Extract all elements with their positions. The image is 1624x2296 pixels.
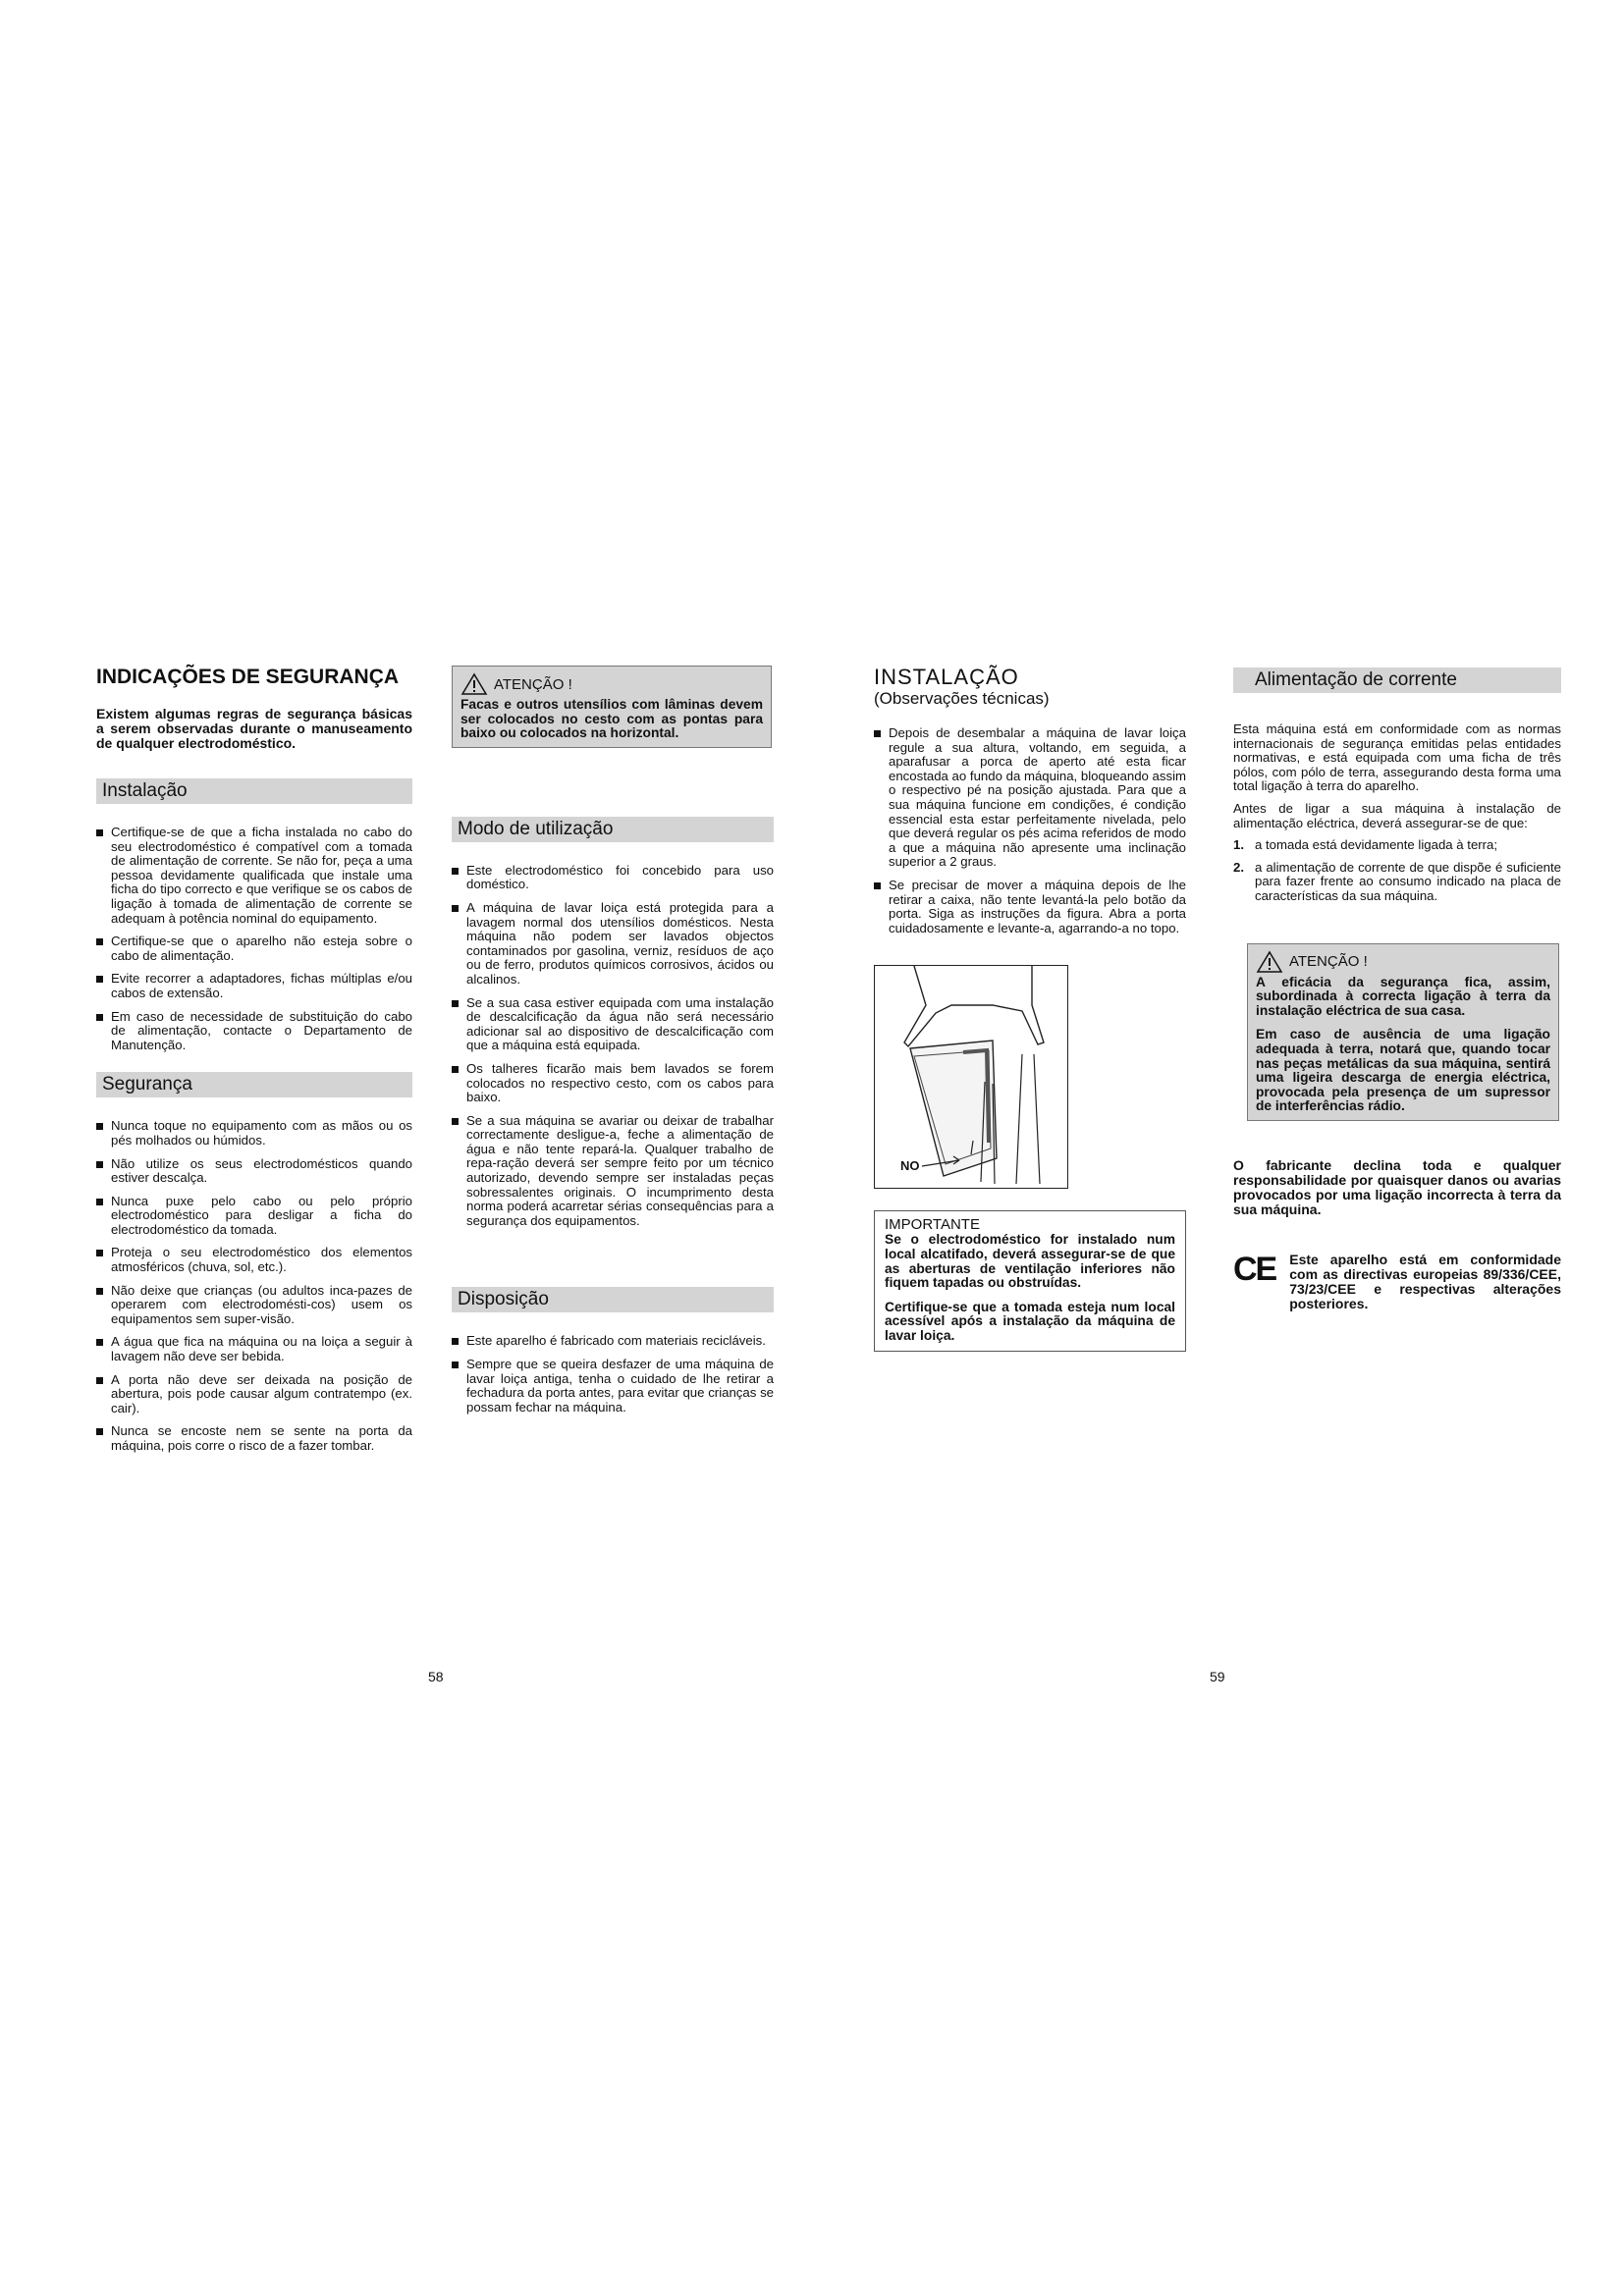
alimentacao-para-2: Antes de ligar a sua máquina à instalação de alimentação eléctrica, deverá assegurar-se de que: (1233, 800, 1561, 830)
list-item: Não utilize os seus electrodomésticos quando estiver descalça. (96, 1157, 412, 1186)
disposicao-heading: Disposição (452, 1287, 774, 1312)
page-number-left: 58 (428, 1669, 444, 1684)
list-item: Depois de desembalar a máquina de lavar loiça regule a sua altura, voltando, em seguida, a aparafusar a porca de aperto até esta ficar encostada ao fundo da máquina, bloqueando assim o respectivo pé na posição ajustada. Para que a sua máquina funcione em condições, é condição essencial esta estar perfeitamente nivelada, pelo que deverá regular os pés acima referidos de modo a que a máquina não apresente uma inclinação superior a 2 graus. (874, 726, 1186, 870)
list-item: Sempre que se queira desfazer de uma máquina de lavar loiça antiga, tenha o cuidado de lhe retirar a fechadura da porta antes, para evitar que crianças se possam fechar na máquina. (452, 1358, 774, 1415)
importante-text-1: Se o electrodoméstico for instalado num local alcatifado, deverá assegurar-se de que as aberturas de ventilação inferiores não fiquem tapadas ou obstruídas. (885, 1232, 1175, 1291)
list-item: Este electrodoméstico foi concebido para uso doméstico. (452, 864, 774, 892)
list-item: Se a sua máquina se avariar ou deixar de trabalhar correctamente desligue-a, feche a alimentação de água e não tente repará-la. Qualquer trabalho de repa-ração deverá ser sempre feito por um técnico autorizado, devendo sempre ser instaladas peças sobressalentes originais. O incumprimento desta norma poderá acarretar sérias consequências para a segurança dos equipamentos. (452, 1114, 774, 1229)
list-number: 2. (1233, 859, 1244, 875)
alimentacao-heading: Alimentação de corrente (1233, 667, 1561, 693)
list-item: Não deixe que crianças (ou adultos inca-pazes de operarem com electrodomésti-cos) usem os equipamentos sem super-visão. (96, 1284, 412, 1327)
importante-box (874, 1210, 1186, 1352)
safety-intro: Existem algumas regras de segurança básicas a serem observadas durante o manuseamento de qualquer electrodoméstico. (96, 706, 412, 751)
list-item: Os talheres ficarão mais bem lavados se forem colocados no respectivo cesto, com os cabos para baixo. (452, 1062, 774, 1105)
list-item: A porta não deve ser deixada na posição de abertura, pois pode causar algum contratempo (ex. cair). (96, 1373, 412, 1416)
modo-list (452, 864, 774, 1229)
page-number-right: 59 (1210, 1669, 1225, 1684)
seguranca-heading: Segurança (96, 1072, 412, 1097)
warning-triangle-icon (460, 672, 488, 696)
figure-no-label: NO (900, 1158, 920, 1174)
left-column-2 (452, 666, 774, 1423)
importante-text-2: Certifique-se que a tomada esteja num local acessível após a instalação da máquina de lavar loiça. (885, 1299, 1175, 1343)
atencao-text-2: Em caso de ausência de uma ligação adequada à terra, notará que, quando tocar nas peças metálicas da sua máquina, sentirá uma ligeira descarga de energia eléctrica, provocada pela presença de um supressor de interferências rádio. (1256, 1027, 1550, 1114)
left-column-1 (96, 666, 412, 1463)
importante-heading: IMPORTANTE (885, 1216, 980, 1234)
atencao-label: ATENÇÃO ! (1289, 953, 1368, 971)
instalacao-list (96, 826, 412, 1052)
list-item: A água que fica na máquina ou na loiça a seguir à lavagem não deve ser bebida. (96, 1335, 412, 1363)
list-item: Certifique-se de que a ficha instalada no cabo do seu electrodoméstico é compatível com a tomada de alimentação de corrente. Se não for, peça a uma pessoa devidamente qualificada que instale uma ficha do tipo correcto e que verifique se os cabos de ligação à tomada de alimentação de corrente se adequam à potência nominal do equipamento. (96, 826, 412, 926)
seguranca-list (96, 1119, 412, 1453)
list-item: Nunca toque no equipamento com as mãos ou os pés molhados ou húmidos. (96, 1119, 412, 1148)
atencao-box-earth (1247, 943, 1559, 1121)
atencao-header (460, 672, 763, 696)
list-item: Se precisar de mover a máquina depois de lhe retirar a caixa, não tente levantá-la pelo botão da porta. Siga as instruções da figura. Abra a porta cuidadosamente e levante-a, agarrando-a no topo. (874, 879, 1186, 935)
lifting-figure (874, 965, 1068, 1189)
right-column-3 (874, 666, 1186, 1352)
list-item: Este aparelho é fabricado com materiais recicláveis. (452, 1334, 774, 1349)
alimentacao-para-1: Esta máquina está em conformidade com as normas internacionais de segurança emitidas pelas entidades normativas, e está equipada com uma ficha de três pólos, com pólo de terra, assegurando desta forma uma total ligação à terra do aparelho. (1233, 721, 1561, 794)
list-text: a tomada está devidamente ligada à terra; (1255, 837, 1498, 853)
ce-conformity (1233, 1250, 1561, 1311)
fabricante-disclaimer: O fabricante declina toda e qualquer responsabilidade por quaisquer danos ou avarias provocados por uma ligação incorrecta à terra da sua máquina. (1233, 1156, 1561, 1217)
ce-text: Este aparelho está em conformidade com as directivas europeias 89/336/CEE, 73/23/CEE e respectivas alterações posteriores. (1289, 1251, 1561, 1311)
lifting-illustration-icon (875, 966, 1067, 1188)
right-column-4 (1233, 667, 1561, 1311)
disposicao-list (452, 1334, 774, 1415)
modo-heading: Modo de utilização (452, 817, 774, 842)
alimentacao-list (1233, 838, 1561, 903)
list-text: a alimentação de corrente de que dispõe é suficiente para fazer frente ao consumo indicado na placa de características da sua máquina. (1255, 859, 1561, 903)
ce-mark-icon: CE (1233, 1250, 1276, 1288)
atencao-header (1256, 950, 1550, 974)
list-item: A máquina de lavar loiça está protegida para a lavagem normal dos utensílios domésticos. Nesta máquina não podem ser lavados objectos contaminados por gasolina, verniz, resíduos de aço ou de ferro, produtos químicos corrosivos, ácidos ou alcalinos. (452, 901, 774, 988)
list-item: Nunca se encoste nem se sente na porta da máquina, pois corre o risco de a fazer tombar. (96, 1424, 412, 1453)
list-item: Nunca puxe pelo cabo ou pelo próprio electrodoméstico para desligar a ficha do electrodoméstico da tomada. (96, 1195, 412, 1238)
safety-title: INDICAÇÕES DE SEGURANÇA (96, 666, 400, 688)
instalacao-subtitle: (Observações técnicas) (874, 689, 1050, 708)
instalacao-title: INSTALAÇÃO (874, 665, 1019, 689)
warning-triangle-icon (1256, 950, 1283, 974)
list-item (1233, 838, 1561, 853)
instalacao-tech-list (874, 726, 1186, 935)
atencao-label: ATENÇÃO ! (494, 675, 572, 693)
list-item: Em caso de necessidade de substituição do cabo de alimentação, contacte o Departamento de Manutenção. (96, 1010, 412, 1053)
atencao-text: Facas e outros utensílios com lâminas devem ser colocados no cesto com as pontas para baixo ou colocados na horizontal. (460, 697, 763, 741)
list-number: 1. (1233, 837, 1244, 853)
list-item: Evite recorrer a adaptadores, fichas múltiplas e/ou cabos de extensão. (96, 972, 412, 1000)
atencao-text-1: A eficácia da segurança fica, assim, subordinada à correcta ligação à terra da instalação eléctrica de sua casa. (1256, 974, 1550, 1018)
list-item (1233, 861, 1561, 904)
instalacao-heading: Instalação (96, 778, 412, 804)
list-item: Certifique-se que o aparelho não esteja sobre o cabo de alimentação. (96, 934, 412, 963)
list-item: Proteja o seu electrodoméstico dos elementos atmosféricos (chuva, sol, etc.). (96, 1246, 412, 1274)
atencao-box-knives (452, 666, 772, 748)
list-item: Se a sua casa estiver equipada com uma instalação de descalcificação da água não será necessário adicionar sal ao dispositivo de descalcificação com que a máquina está equipada. (452, 996, 774, 1053)
